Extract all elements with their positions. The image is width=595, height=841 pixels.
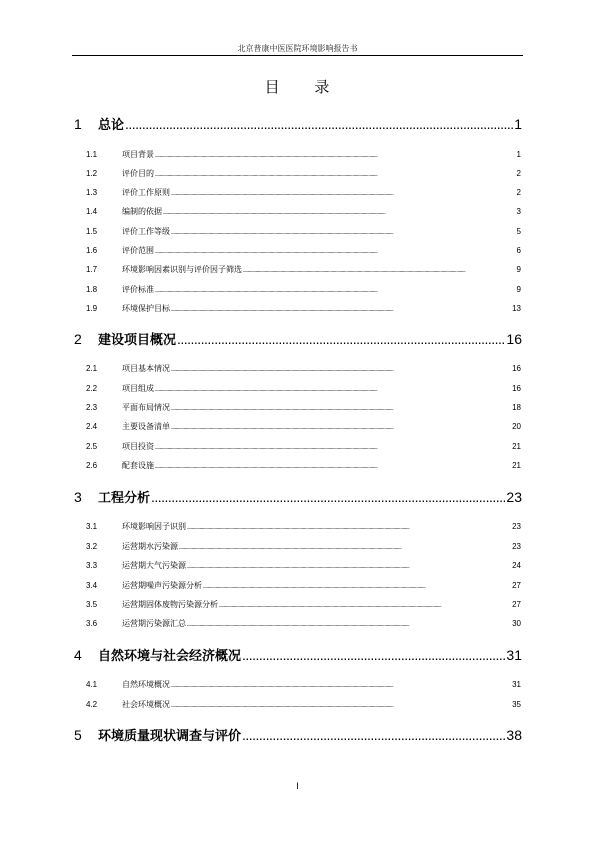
toc-entry-page: 38 <box>506 727 522 743</box>
toc-entry-page: 16 <box>506 331 522 347</box>
toc-entry-title: 评价目的 <box>122 169 154 178</box>
toc-dot-leader <box>155 150 516 162</box>
toc-dot-leader <box>171 364 511 376</box>
page-number: I <box>296 781 299 791</box>
toc-entry-page: 23 <box>506 489 522 505</box>
toc-entry-number: 1.6 <box>86 246 98 255</box>
toc-entry-number: 1.7 <box>86 265 98 274</box>
toc-section-entry[interactable] <box>86 541 521 553</box>
toc-entry-number: 2.3 <box>86 403 98 412</box>
toc-entry-number: 2.5 <box>86 442 98 451</box>
toc-entry-page: 21 <box>512 442 521 451</box>
toc-entry-page: 35 <box>512 700 521 709</box>
toc-entry-title: 环境影响因子识别 <box>122 522 186 531</box>
toc-entry-page: 1 <box>516 150 521 159</box>
toc-dot-leader <box>125 114 513 134</box>
toc-dot-leader <box>242 725 505 745</box>
toc-dot-leader <box>171 304 511 316</box>
toc-dot-leader <box>187 619 511 631</box>
toc-dot-leader <box>171 422 511 434</box>
toc-dot-leader <box>163 207 516 219</box>
toc-entry-title: 运营期水污染源 <box>122 542 178 551</box>
toc-dot-leader <box>187 561 511 573</box>
toc-chapter-entry[interactable] <box>74 645 522 665</box>
toc-entry-number: 3.5 <box>86 600 98 609</box>
toc-entry-number: 2.1 <box>86 364 98 373</box>
toc-entry-title: 自然环境与社会经济概况 <box>98 649 242 664</box>
toc-entry-title: 评价工作原则 <box>122 188 170 197</box>
toc-section-entry[interactable] <box>86 560 521 572</box>
toc-entry-number: 1.1 <box>86 150 98 159</box>
toc-section-entry[interactable] <box>86 679 521 691</box>
toc-entry-page: 20 <box>512 422 521 431</box>
toc-entry-title: 项目投资 <box>122 442 154 451</box>
toc-entry-number: 3.2 <box>86 542 98 551</box>
toc-dot-leader <box>242 645 505 665</box>
toc-chapter-entry[interactable] <box>74 329 522 349</box>
toc-section-entry[interactable] <box>86 168 521 180</box>
toc-entry-page: 2 <box>516 188 521 197</box>
toc-section-entry[interactable] <box>86 521 521 533</box>
toc-section-entry[interactable] <box>86 441 521 453</box>
toc-entry-title: 项目组成 <box>122 384 154 393</box>
toc-dot-leader <box>219 600 511 612</box>
toc-entry-page: 27 <box>512 600 521 609</box>
toc-entry-page: 18 <box>512 403 521 412</box>
toc-entry-title: 运营期污染源汇总 <box>122 619 186 628</box>
toc-entry-page: 13 <box>512 304 521 313</box>
toc-entry-title: 主要设备清单 <box>122 422 170 431</box>
toc-entry-title: 项目背景 <box>122 150 154 159</box>
toc-entry-page: 16 <box>512 384 521 393</box>
toc-entry-number: 1.3 <box>86 188 98 197</box>
toc-entry-title: 配套设施 <box>122 461 154 470</box>
toc-entry-page: 31 <box>512 680 521 689</box>
toc-entry-title: 评价范围 <box>122 246 154 255</box>
toc-entry-page: 24 <box>512 561 521 570</box>
toc-entry-number: 4.1 <box>86 680 98 689</box>
toc-entry-page: 30 <box>512 619 521 628</box>
toc-entry-number: 2.4 <box>86 422 98 431</box>
toc-section-entry[interactable] <box>86 226 521 238</box>
toc-entry-number: 3.6 <box>86 619 98 628</box>
toc-entry-number: 1.9 <box>86 304 98 313</box>
toc-dot-leader <box>177 329 505 349</box>
toc-chapter-entry[interactable] <box>74 487 522 507</box>
toc-entry-title: 运营期噪声污染源分析 <box>122 581 202 590</box>
toc-dot-leader <box>155 442 511 454</box>
toc-chapter-entry[interactable] <box>74 114 522 134</box>
toc-section-entry[interactable] <box>86 149 521 161</box>
toc-entry-page: 9 <box>516 265 521 274</box>
toc-section-entry[interactable] <box>86 206 521 218</box>
toc-entry-page: 31 <box>506 647 522 663</box>
toc-section-entry[interactable] <box>86 187 521 199</box>
toc-entry-title: 编制的依据 <box>122 207 162 216</box>
toc-section-entry[interactable] <box>86 421 521 433</box>
toc-dot-leader <box>151 487 505 507</box>
toc-entry-number: 3.4 <box>86 581 98 590</box>
toc-section-entry[interactable] <box>86 599 521 611</box>
toc-dot-leader <box>171 680 511 692</box>
toc-entry-page: 21 <box>512 461 521 470</box>
toc-dot-leader <box>155 384 511 396</box>
toc-entry-number: 2.2 <box>86 384 98 393</box>
toc-section-entry[interactable] <box>86 264 521 276</box>
toc-dot-leader <box>171 227 516 239</box>
toc-entry-title: 平面布局情况 <box>122 403 170 412</box>
toc-entry-title: 工程分析 <box>98 491 151 506</box>
toc-entry-title: 社会环境概况 <box>122 700 170 709</box>
toc-dot-leader <box>155 285 516 297</box>
toc-dot-leader <box>203 581 511 593</box>
toc-entry-number: 1.8 <box>86 285 98 294</box>
toc-entry-title: 环境保护目标 <box>122 304 170 313</box>
toc-section-entry[interactable] <box>86 580 521 592</box>
toc-section-entry[interactable] <box>86 303 521 315</box>
toc-entry-title: 评价工作等级 <box>122 227 170 236</box>
toc-entry-number: 3.1 <box>86 522 98 531</box>
toc-entry-title: 建设项目概况 <box>98 333 177 348</box>
toc-entry-page: 23 <box>512 522 521 531</box>
toc-entry-page: 16 <box>512 364 521 373</box>
toc-entry-page: 5 <box>516 227 521 236</box>
toc-entry-page: 9 <box>516 285 521 294</box>
toc-entry-page: 3 <box>516 207 521 216</box>
toc-title: 目 录 <box>264 78 331 96</box>
toc-entry-number: 1.2 <box>86 169 98 178</box>
toc-dot-leader <box>187 522 511 534</box>
toc-entry-title: 环境质量现状调查与评价 <box>98 729 242 744</box>
toc-entry-number: 4 <box>74 647 82 663</box>
toc-entry-number: 3.3 <box>86 561 98 570</box>
toc-entry-number: 1.5 <box>86 227 98 236</box>
toc-entry-title: 总论 <box>98 118 125 133</box>
toc-dot-leader <box>155 169 516 181</box>
toc-section-entry[interactable] <box>86 284 521 296</box>
toc-dot-leader <box>243 265 516 277</box>
toc-entry-title: 自然环境概况 <box>122 680 170 689</box>
toc-dot-leader <box>155 461 511 473</box>
toc-entry-number: 4.2 <box>86 700 98 709</box>
toc-entry-page: 6 <box>516 246 521 255</box>
toc-entry-number: 5 <box>74 727 82 743</box>
toc-dot-leader <box>171 403 511 415</box>
toc-section-entry[interactable] <box>86 245 521 257</box>
toc-entry-number: 2.6 <box>86 461 98 470</box>
toc-entry-title: 运营期固体废物污染源分析 <box>122 600 218 609</box>
toc-entry-number: 2 <box>74 331 82 347</box>
toc-dot-leader <box>179 542 511 554</box>
toc-dot-leader <box>155 246 516 258</box>
toc-section-entry[interactable] <box>86 460 521 472</box>
toc-section-entry[interactable] <box>86 699 521 711</box>
toc-entry-page: 23 <box>512 542 521 551</box>
toc-entry-title: 评价标准 <box>122 285 154 294</box>
toc-section-entry[interactable] <box>86 363 521 375</box>
toc-dot-leader <box>171 188 516 200</box>
toc-section-entry[interactable] <box>86 618 521 630</box>
toc-entry-number: 1 <box>74 116 82 132</box>
toc-entry-number: 3 <box>74 489 82 505</box>
toc-entry-page: 2 <box>516 169 521 178</box>
toc-dot-leader <box>171 700 511 712</box>
toc-section-entry[interactable] <box>86 402 521 414</box>
toc-entry-page: 1 <box>514 116 522 132</box>
toc-section-entry[interactable] <box>86 383 521 395</box>
toc-entry-title: 运营期大气污染源 <box>122 561 186 570</box>
toc-entry-number: 1.4 <box>86 207 98 216</box>
toc-entry-title: 项目基本情况 <box>122 364 170 373</box>
toc-entry-title: 环境影响因素识别与评价因子筛选 <box>122 265 242 274</box>
toc-chapter-entry[interactable] <box>74 725 522 745</box>
toc-entry-page: 27 <box>512 581 521 590</box>
running-header: 北京普康中医医院环境影响报告书 <box>72 42 523 56</box>
